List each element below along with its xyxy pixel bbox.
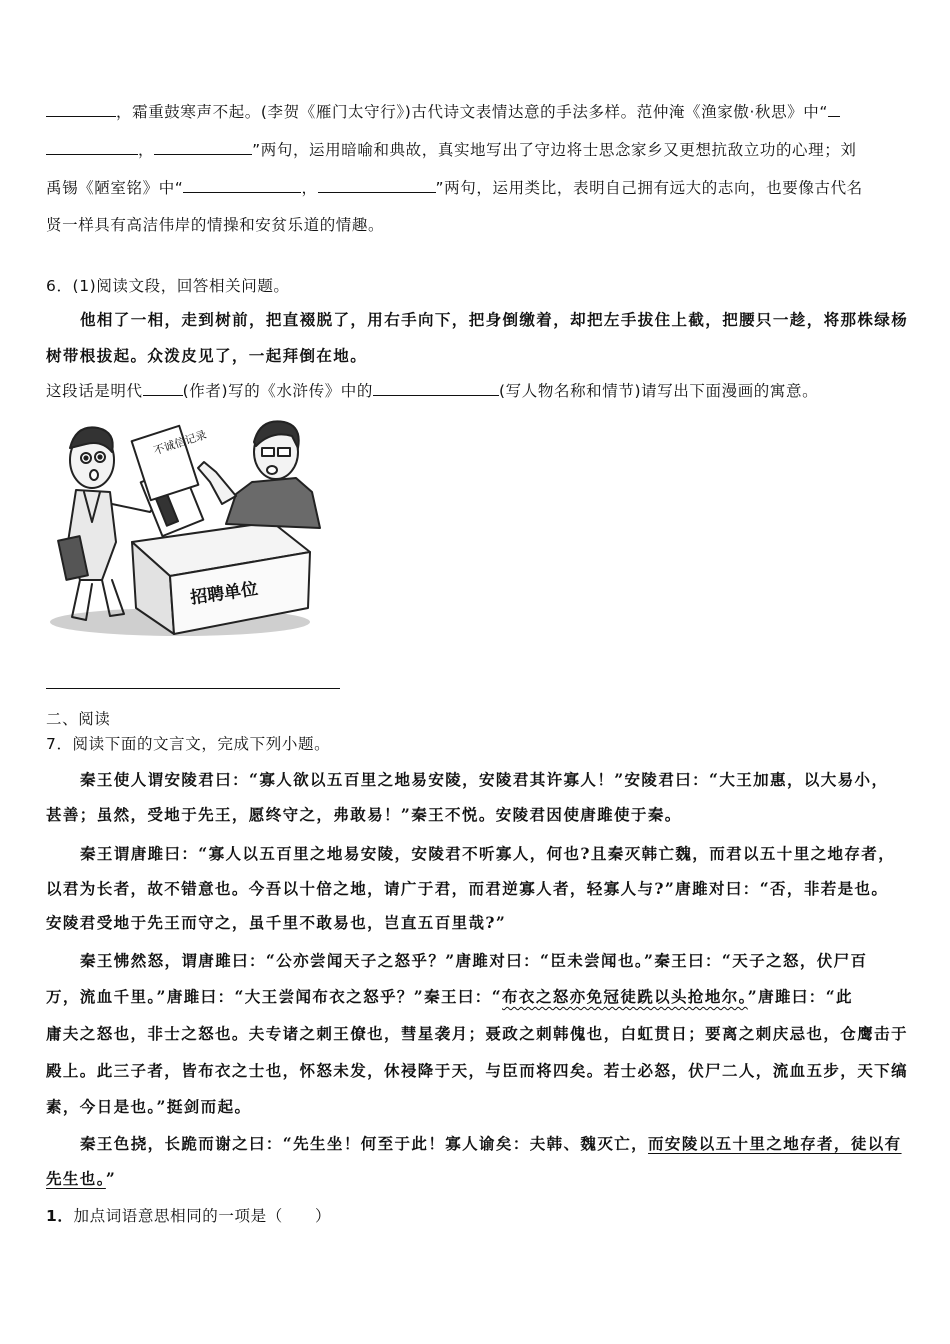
q6-passage-line: 他相了一相，走到树前，把直裰脱了，用右手向下，把身倒缴着，却把左手拔住上截，把腰只一趁，将那株绿杨 [80, 310, 909, 329]
classical-text-line: 殿上。此三子者，皆布衣之士也，怀怒未发，休祲降于天，与臣而将四矣。若士必怒，伏尸二人，流血五步，天下缟 [46, 1061, 908, 1080]
classical-text-line: 庸夫之怒也，非士之怒也。夫专诸之刺王僚也，彗星袭月；聂政之刺韩傀也，白虹贯日；要离之刺庆忌也，仓鹰击于 [46, 1024, 908, 1043]
underlined-sentence: 而安陵以五十里之地存者，徒以有 [648, 1134, 902, 1153]
q6-heading: 6．(1)阅读文段，回答相关问题。 [46, 277, 290, 295]
recruiter-figure [198, 421, 320, 528]
poem-text: ， [138, 141, 155, 159]
poem-line-2 [46, 139, 856, 161]
poem-line-1 [46, 101, 840, 123]
author-blank[interactable] [143, 381, 183, 396]
character-blank[interactable] [373, 381, 499, 396]
answer-blank[interactable] [828, 102, 840, 117]
section-heading: 二、阅读 [46, 710, 111, 728]
classical-text-line: 秦王色挠，长跪而谢之曰：“先生坐！何至于此！寡人谕矣：夫韩、魏灭亡，而安陵以五十里之地存者，徒以有 [80, 1134, 902, 1153]
poem-text: ”两句，运用暗喻和典故，真实地写出了守边将士思念家乡又更想抗敌立功的心理；刘 [252, 141, 857, 159]
poem-text: 禹锡《陋室铭》中“ [46, 179, 184, 197]
answer-blank[interactable] [183, 178, 301, 193]
classical-text-line: 安陵君受地于先王而守之，虽千里不敢易也，岂直五百里哉?” [46, 913, 507, 932]
classical-text-line: 秦王怫然怒，谓唐雎曰：“公亦尝闻天子之怒乎？”唐雎对曰：“臣未尝闻也。”秦王曰：“天子之怒，伏尸百 [80, 951, 868, 970]
classical-text-line: 先生也。” [46, 1169, 117, 1188]
q6-passage-line: 树带根拔起。众泼皮见了，一起拜倒在地。 [46, 346, 368, 365]
answer-blank[interactable] [318, 178, 436, 193]
classical-text-line: 秦王谓唐雎曰：“寡人以五百里之地易安陵，安陵君不听寡人，何也?且秦灭韩亡魏，而君以五十里之地存者， [80, 844, 896, 863]
classical-text-line: 万，流血千里。”唐雎曰：“大王尝闻布衣之怒乎？”秦王曰：“布衣之怒亦免冠徒跣以头抢地尔。”唐雎曰：“此 [46, 987, 853, 1006]
poem-text: ，霜重鼓寒声不起。(李贺《雁门太守行》)古代诗文表情达意的手法多样。范仲淹《渔家傲·秋思》中“ [116, 103, 829, 121]
underlined-sentence: 先生也。 [46, 1169, 106, 1188]
desk-label: 招聘单位 [189, 579, 260, 609]
classical-text-line: 素，今日是也。”挺剑而起。 [46, 1097, 252, 1116]
underlined-sentence: 布衣之怒亦免冠徒跣以头抢地尔。 [502, 987, 748, 1006]
answer-blank[interactable] [154, 140, 252, 155]
classical-text-line: 秦王使人谓安陵君曰：“寡人欲以五百里之地易安陵，安陵君其许寡人！”安陵君曰：“大王加惠，以大易小， [80, 770, 889, 789]
poem-text: ， [301, 179, 318, 197]
cartoon-image [40, 412, 340, 640]
paper-label: 不诚信记录 [151, 428, 209, 458]
poem-line-3 [46, 177, 863, 199]
answer-line[interactable] [46, 688, 340, 689]
answer-blank[interactable] [46, 140, 138, 155]
q7-heading: 7．阅读下面的文言文，完成下列小题。 [46, 735, 331, 753]
sub-question-1: 1．加点词语意思相同的一项是（ ） [46, 1207, 332, 1225]
poem-text: ”两句，运用类比，表明自己拥有远大的志向，也要像古代名 [435, 179, 863, 197]
q6-prompt: 这段话是明代 (作者)写的《水浒传》中的 (写人物名称和情节)请写出下面漫画的寓意。 [46, 382, 819, 400]
classical-text-line: 甚善；虽然，受地于先王，愿终守之，弗敢易！”秦王不悦。安陵君因使唐雎使于秦。 [46, 805, 682, 824]
classical-text-line: 以君为长者，故不错意也。今吾以十倍之地，请广于君，而君逆寡人者，轻寡人与?”唐雎对曰：“否，非若是也。 [46, 879, 889, 898]
poem-line-4: 贤一样具有高洁伟岸的情操和安贫乐道的情趣。 [46, 216, 385, 234]
answer-blank[interactable] [46, 102, 116, 117]
